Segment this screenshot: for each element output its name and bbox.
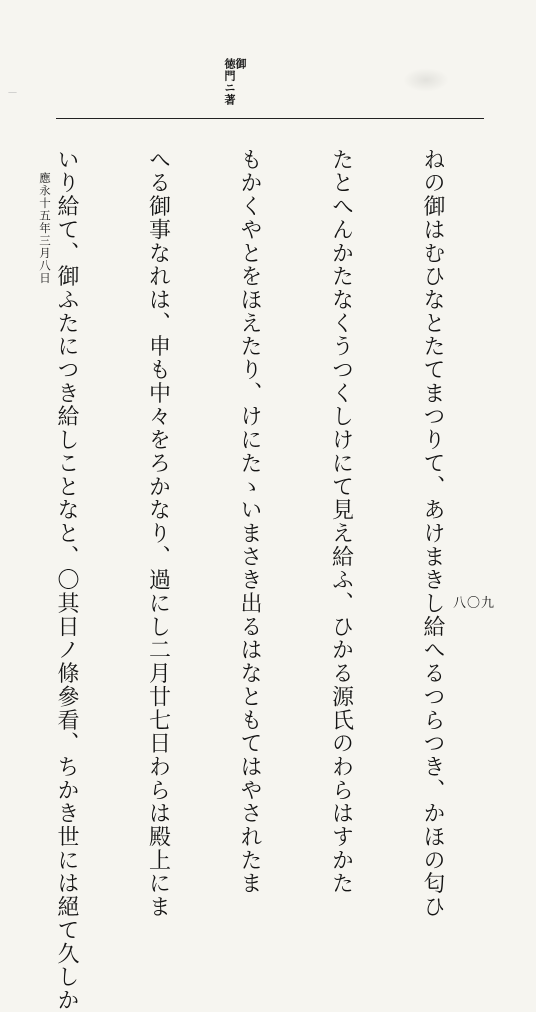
margin-mark: — xyxy=(8,88,17,98)
header-rule xyxy=(56,118,484,119)
text-column: いり給て、御ふたにつき給しことなと、〇其日ノ條參看、ちかき世には絕て久しか xyxy=(54,148,79,1012)
paper-smudge xyxy=(403,68,449,92)
date-note: 應永十五年三月八日 xyxy=(38,172,52,285)
text-column: たとへんかたなくうつくしけにて見え給ふ、ひかる源氏のわらはすかた xyxy=(328,148,354,896)
text-column: へる御事なれは、申も中々をろかなり、過にし二月廿七日わらは殿上にま xyxy=(145,148,171,919)
header-title-line2: 徳門ニ著 xyxy=(223,58,236,106)
running-header xyxy=(224,58,246,106)
text-column: ねの御はむひなとたてまつりて、あけまきし給へるつらつき、かほの匂ひ xyxy=(420,148,445,919)
page-number: 八〇九 xyxy=(453,596,496,611)
header-title-line1: 御 xyxy=(234,58,247,70)
body-text xyxy=(54,148,508,1012)
text-column: もかくやとをほえたり、けにたゝいまさき出るはなともてはやされたま xyxy=(237,148,262,896)
